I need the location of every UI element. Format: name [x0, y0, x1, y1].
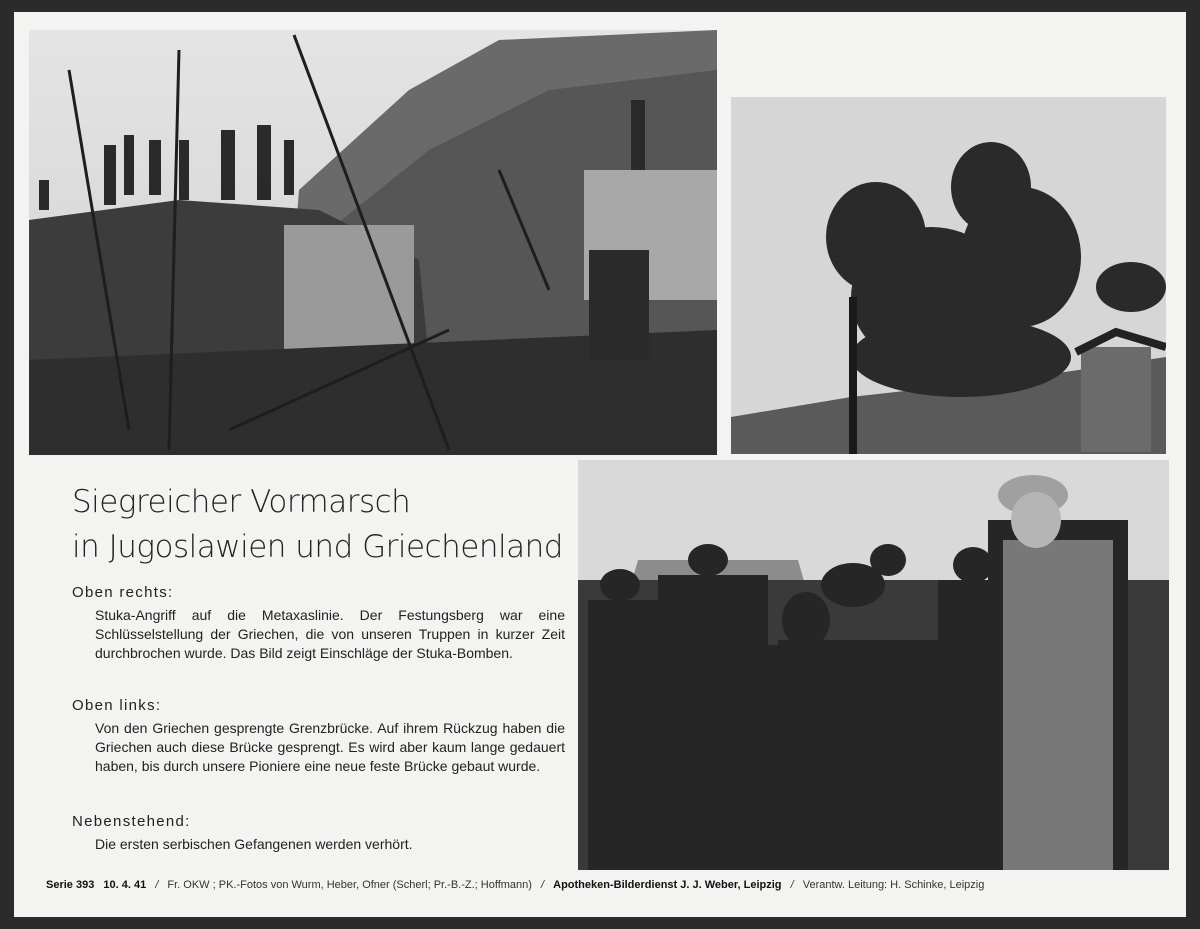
caption-heading-adjacent: Nebenstehend:: [72, 813, 191, 830]
footer-editor: Verantw. Leitung: H. Schinke, Leipzig: [802, 879, 985, 891]
photo-serbian-prisoners: [578, 460, 1169, 870]
footer-separator: /: [541, 879, 545, 891]
footer-separator: /: [790, 879, 794, 891]
footer-credits: Fr. OKW ; PK.-Fotos von Wurm, Heber, Ofner (Scherl; Pr.-B.-Z.; Hoffmann): [167, 879, 532, 891]
footer-date: 10. 4. 41: [103, 879, 147, 891]
footer-publisher: Apotheken-Bilderdienst J. J. Weber, Leipzig: [553, 879, 782, 891]
title-line-2: in Jugoslawien und Griechenland: [72, 529, 563, 565]
page-title: [72, 480, 572, 570]
footer-separator: /: [155, 879, 159, 891]
caption-heading-top-right: Oben rechts:: [72, 584, 174, 601]
footer-line: [46, 879, 1156, 891]
caption-body-adjacent: Die ersten serbischen Gefangenen werden verhört.: [95, 836, 413, 852]
caption-body-top-left: Von den Griechen gesprengte Grenzbrücke. Auf ihrem Rückzug haben die Griechen auch diese Brücke gesprengt. Es wird aber kaum lange gedauert haben, bis durch unsere Pioniere eine neue feste Brücke gebaut wurde.: [95, 720, 565, 774]
photo-stuka-explosion: [731, 97, 1166, 454]
caption-heading-top-left: Oben links:: [72, 697, 162, 714]
footer-series: Serie 393: [46, 879, 95, 891]
caption-body-top-right: Stuka-Angriff auf die Metaxaslinie. Der Festungsberg war eine Schlüsselstellung der Griechen, die von unseren Truppen in kurzer Zeit durchbrochen wurde. Das Bild zeigt Einschläge der Stuka-Bomben.: [95, 607, 565, 661]
title-line-1: Siegreicher Vormarsch: [72, 484, 411, 520]
photo-blown-bridge: [29, 30, 717, 455]
